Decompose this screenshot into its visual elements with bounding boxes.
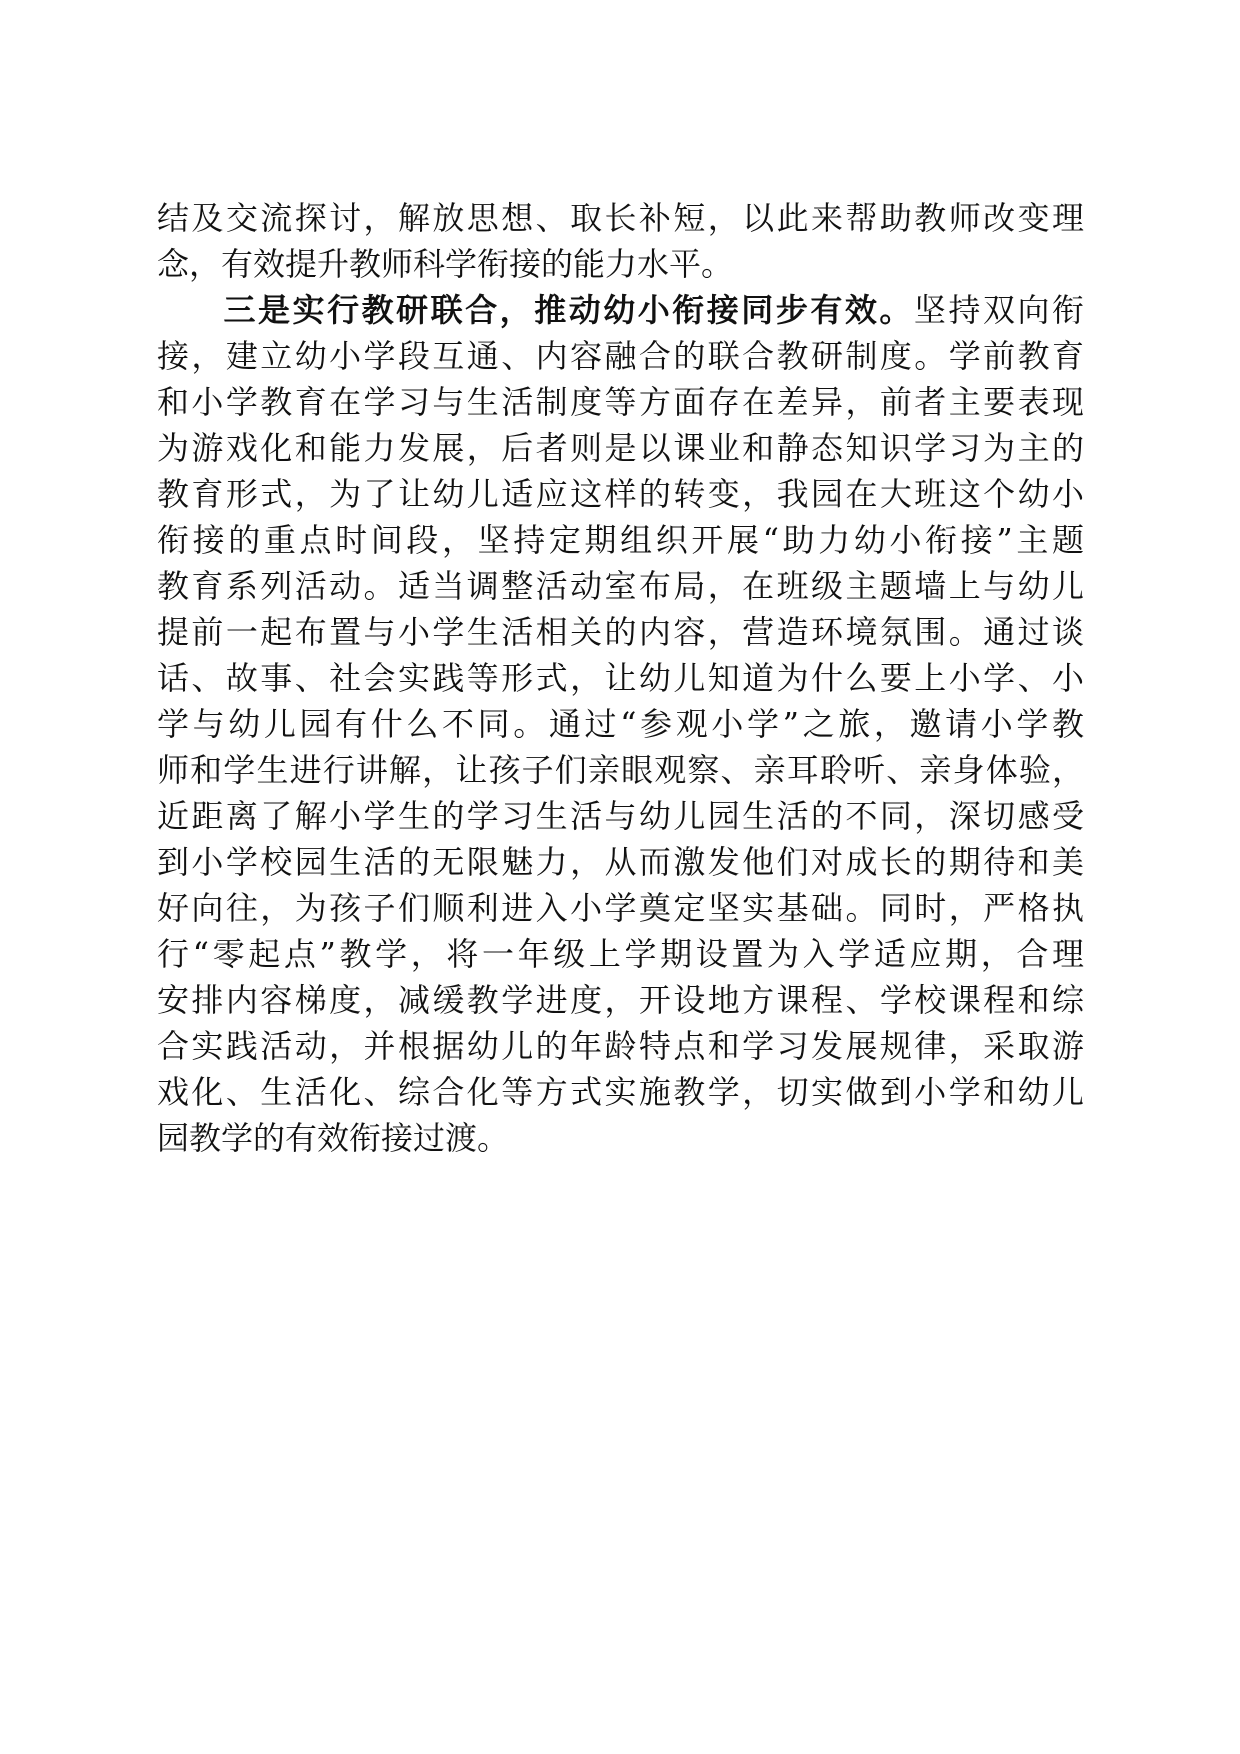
- text-line: 念，有效提升教师科学衔接的能力水平。: [157, 245, 734, 283]
- text-line: 教育形式，为了让幼儿适应这样的转变，我园在大班这个幼小: [157, 475, 1084, 513]
- paragraph-2: [157, 287, 1084, 1161]
- text-line: 好向往，为孩子们顺利进入小学奠定坚实基础。同时，严格执: [157, 889, 1084, 927]
- section-heading: 三是实行教研联合，推动幼小衔接同步有效。: [221, 291, 914, 329]
- paragraph-first-line: [157, 287, 1084, 333]
- text-line: 接，建立幼小学段互通、内容融合的联合教研制度。学前教育: [157, 337, 1084, 375]
- paragraph-1: [157, 195, 1084, 287]
- text-line: 和小学教育在学习与生活制度等方面存在差异，前者主要表现: [157, 383, 1084, 421]
- text-line: 到小学校园生活的无限魅力，从而激发他们对成长的期待和美: [157, 843, 1084, 881]
- text-line: 话、故事、社会实践等形式，让幼儿知道为什么要上小学、小: [157, 659, 1084, 697]
- text-line: 教育系列活动。适当调整活动室布局，在班级主题墙上与幼儿: [157, 567, 1084, 605]
- text-line: 安排内容梯度，减缓教学进度，开设地方课程、学校课程和综: [157, 981, 1084, 1019]
- text-line: 为游戏化和能力发展，后者则是以课业和静态知识学习为主的: [157, 429, 1084, 467]
- text-line: 提前一起布置与小学生活相关的内容，营造环境氛围。通过谈: [157, 613, 1084, 651]
- text-line: 学与幼儿园有什么不同。通过“参观小学”之旅，邀请小学教: [157, 705, 1084, 743]
- document-body: [157, 195, 1084, 1161]
- text-line: 园教学的有效衔接过渡。: [157, 1119, 510, 1157]
- text-line: 行“零起点”教学，将一年级上学期设置为入学适应期，合理: [157, 935, 1084, 973]
- text-line: 戏化、生活化、综合化等方式实施教学，切实做到小学和幼儿: [157, 1073, 1084, 1111]
- text-line: 结及交流探讨，解放思想、取长补短，以此来帮助教师改变理: [157, 199, 1084, 237]
- text-line: 近距离了解小学生的学习生活与幼儿园生活的不同，深切感受: [157, 797, 1084, 835]
- text-line: 合实践活动，并根据幼儿的年龄特点和学习发展规律，采取游: [157, 1027, 1084, 1065]
- heading-continuation: 坚持双向衔: [913, 291, 1084, 329]
- text-line: 衔接的重点时间段，坚持定期组织开展“助力幼小衔接”主题: [157, 521, 1084, 559]
- text-line: 师和学生进行讲解，让孩子们亲眼观察、亲耳聆听、亲身体验，: [157, 751, 1084, 789]
